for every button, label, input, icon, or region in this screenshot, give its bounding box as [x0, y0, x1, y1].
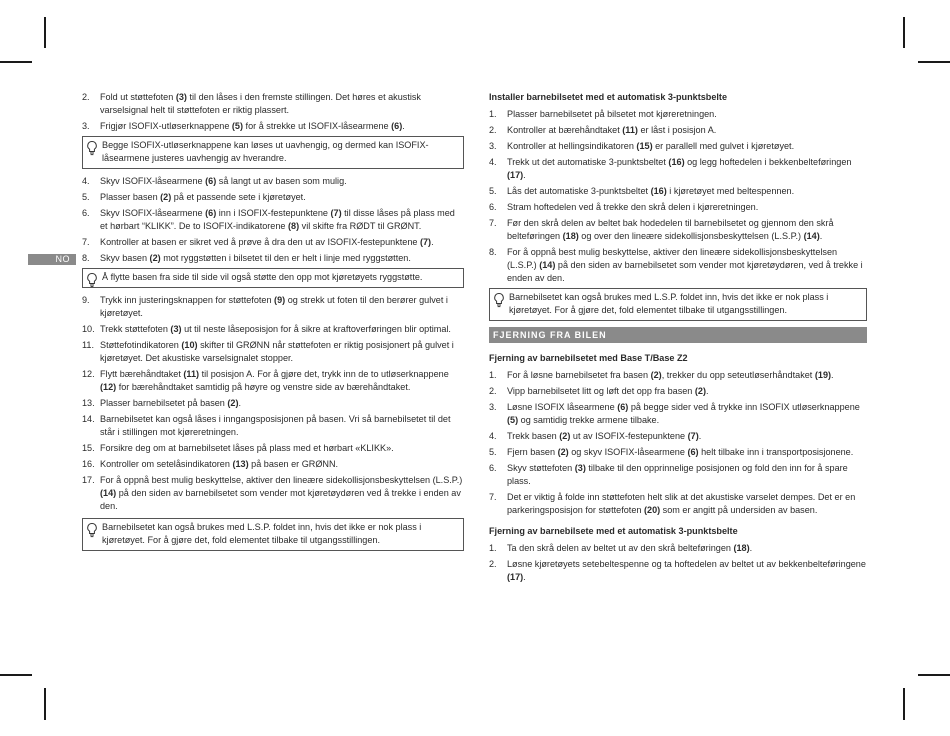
right-column [489, 91, 867, 587]
list-item [82, 323, 464, 336]
section-heading: Fjerning av barnebilsetet med Base T/Base Z2 [489, 353, 688, 363]
list-item [489, 124, 867, 137]
item-text: Det er viktig å folde inn støttefoten helt slik at det akustiske varselet dempes. Det er en parkeringsposisjon for støttefoten (20) som er angitt på undersiden av basen. [507, 492, 856, 515]
item-number: 5. [82, 192, 90, 202]
item-text: Ta den skrå delen av beltet ut av den skrå belteføringen (18). [507, 543, 753, 553]
item-number: 2. [489, 559, 497, 569]
item-number: 2. [489, 125, 497, 135]
item-number: 4. [489, 157, 497, 167]
info-note [489, 288, 867, 321]
list-item [489, 430, 867, 443]
list-item [489, 491, 867, 517]
list-item [489, 201, 867, 214]
item-number: 17. [82, 475, 95, 485]
item-text: Før den skrå delen av beltet bak hodedelen til barnebilsetet og gjennom den skrå belteføringen (18) og over den lineære sidekollisjonsbeskyttelsen (L.S.P.) (14). [507, 218, 834, 241]
list-item [82, 294, 464, 320]
crop-mark [0, 61, 32, 63]
crop-mark [44, 17, 46, 48]
item-text: Plasser barnebilsetet på bilsetet mot kjøreretningen. [507, 109, 717, 119]
item-number: 11. [82, 340, 94, 350]
list-item [82, 120, 464, 133]
item-text: Barnebilsetet kan også låses i inngangsposisjonen på basen. Vri så barnebilsetet til det står i stillingen mot kjøreretningen. [100, 414, 451, 437]
list-item [489, 217, 867, 243]
item-number: 3. [489, 402, 497, 412]
crop-mark [44, 688, 46, 720]
item-text: Plasser basen (2) på et passende sete i kjøretøyet. [100, 192, 306, 202]
item-number: 2. [82, 92, 90, 102]
list-item [489, 401, 867, 427]
list-item [82, 175, 464, 188]
item-number: 7. [82, 237, 90, 247]
list-item [489, 462, 867, 488]
item-text: Kontroller at hellingsindikatoren (15) er parallell med gulvet i kjøretøyet. [507, 141, 795, 151]
item-text: Plasser barnebilsetet på basen (2). [100, 398, 242, 408]
item-text: Trykk inn justeringsknappen for støttefoten (9) og strekk ut foten til den berører gulvet i kjøretøyet. [100, 295, 448, 318]
info-note [82, 136, 464, 169]
item-number: 12. [82, 369, 95, 379]
step-list [489, 542, 867, 584]
item-text: Fold ut støttefoten (3) til den låses i den fremste stillingen. Det høres et akustisk varselsignal helt til støttefoten er riktig plassert. [100, 92, 421, 115]
list-item [82, 252, 464, 265]
list-item [82, 339, 464, 365]
list-item [489, 369, 867, 382]
list-item [82, 207, 464, 233]
list-item [82, 413, 464, 439]
list-item [489, 558, 867, 584]
list-item [82, 442, 464, 455]
lightbulb-icon [86, 522, 98, 538]
item-text: Trekk basen (2) ut av ISOFIX-festepunktene (7). [507, 431, 702, 441]
list-item [489, 185, 867, 198]
info-note [82, 518, 464, 551]
lightbulb-icon [86, 140, 98, 156]
item-number: 10. [82, 324, 95, 334]
list-item [489, 156, 867, 182]
item-number: 6. [489, 463, 497, 473]
language-tab: NO [28, 254, 76, 265]
list-item [82, 397, 464, 410]
note-text: Barnebilsetet kan også brukes med L.S.P. foldet inn, hvis det ikke er nok plass i kjøretøyet. For å gjøre det, fold elementet tilbake til utgangsstillingen. [509, 292, 829, 315]
item-text: Flytt bærehåndtaket (11) til posisjon A. For å gjøre det, trykk inn de to utløserknappene (12) for bærehåndtaket samtidig på høyre og venstre side av bærehåndtaket. [100, 369, 449, 392]
step-list [489, 108, 867, 285]
item-text: Skyv støttefoten (3) tilbake til den opprinnelige posisjonen og fold den inn for å spare plass. [507, 463, 848, 486]
item-number: 13. [82, 398, 95, 408]
list-item [489, 108, 867, 121]
list-item [82, 474, 464, 513]
list-item [489, 385, 867, 398]
note-text: Begge ISOFIX-utløserknappene kan løses ut uavhengig, og dermed kan ISOFIX-låsearmene justeres uavhengig av hverandre. [102, 140, 429, 163]
item-number: 3. [82, 121, 90, 131]
section-bar: FJERNING FRA BILEN [489, 327, 867, 343]
item-text: Vipp barnebilsetet litt og løft det opp fra basen (2). [507, 386, 709, 396]
crop-mark [903, 17, 905, 48]
item-text: Kontroller om setelåsindikatoren (13) på basen er GRØNN. [100, 459, 339, 469]
section-heading: Fjerning av barnebilsete med et automatisk 3-punktsbelte [489, 526, 738, 536]
item-text: Støttefotindikatoren (10) skifter til GRØNN når støttefoten er riktig posisjonert på gulvet i kjøretøyet. Det akustiske varselsignalet stopper. [100, 340, 454, 363]
crop-mark [918, 674, 950, 676]
item-number: 8. [82, 253, 90, 263]
item-number: 5. [489, 186, 497, 196]
item-number: 6. [82, 208, 90, 218]
item-text: Skyv ISOFIX-låsearmene (6) inn i ISOFIX-festepunktene (7) til disse låses på plass med et hørbart “KLIKK”. De to ISOFIX-indikatorene (8) vil skifte fra RØDT til GRØNT. [100, 208, 455, 231]
item-text: For å løsne barnebilsetet fra basen (2), trekker du opp seteutløserhåndtaket (19). [507, 370, 834, 380]
item-number: 4. [82, 176, 90, 186]
list-item [82, 191, 464, 204]
list-item [82, 458, 464, 471]
note-text: Å flytte basen fra side til side vil også støtte den opp mot kjøretøyets ryggstøtte. [102, 272, 423, 282]
item-number: 7. [489, 218, 497, 228]
item-number: 8. [489, 247, 497, 257]
item-text: Løsne ISOFIX låsearmene (6) på begge sider ved å trykke inn ISOFIX utløserknappene (5) og samtidig trekke armene tilbake. [507, 402, 860, 425]
item-number: 14. [82, 414, 95, 424]
item-text: Fjern basen (2) og skyv ISOFIX-låsearmene (6) helt tilbake inn i transportposisjonene. [507, 447, 854, 457]
item-text: Kontroller at bærehåndtaket (11) er låst i posisjon A. [507, 125, 717, 135]
item-number: 2. [489, 386, 497, 396]
item-number: 1. [489, 109, 497, 119]
step-list [82, 175, 464, 265]
item-text: Skyv basen (2) mot ryggstøtten i bilsetet til den er helt i linje med ryggstøtten. [100, 253, 411, 263]
item-text: Trekk støttefoten (3) ut til neste låseposisjon for å sikre at kraftoverføringen blir optimal. [100, 324, 451, 334]
section-heading: Installer barnebilsetet med et automatisk 3-punktsbelte [489, 92, 728, 102]
lightbulb-icon [86, 272, 98, 288]
item-number: 6. [489, 202, 497, 212]
item-text: For å oppnå best mulig beskyttelse, aktiver den lineære sidekollisjonsbeskyttelsen (L.S.P.) (14) på den siden av barnebilsetet som vender mot kjøretøydøren, ved å trekke i enden av den. [507, 247, 863, 283]
step-list [82, 294, 464, 513]
item-text: For å oppnå best mulig beskyttelse, aktiver den lineære sidekollisjonsbeskyttelsen (L.S.P.) (14) på den siden av barnebilsetet som vender mot kjøretøydøren ved å trekke i enden av den. [100, 475, 463, 511]
item-text: Frigjør ISOFIX-utløserknappene (5) for å strekke ut ISOFIX-låsearmene (6). [100, 121, 405, 131]
lightbulb-icon [493, 292, 505, 308]
item-text: Forsikre deg om at barnebilsetet låses på plass med et hørbart «KLIKK». [100, 443, 394, 453]
item-number: 3. [489, 141, 497, 151]
list-item [489, 246, 867, 285]
list-item [82, 91, 464, 117]
item-text: Løsne kjøretøyets setebeltespenne og ta hoftedelen av beltet ut av bekkenbelteføringene (17). [507, 559, 866, 582]
left-column [82, 91, 464, 557]
item-text: Stram hoftedelen ved å trekke den skrå delen i kjøreretningen. [507, 202, 759, 212]
item-number: 5. [489, 447, 497, 457]
crop-mark [903, 688, 905, 720]
item-number: 9. [82, 295, 90, 305]
list-item [489, 446, 867, 459]
list-item [82, 236, 464, 249]
item-number: 15. [82, 443, 95, 453]
item-text: Kontroller at basen er sikret ved å prøve å dra den ut av ISOFIX-festepunktene (7). [100, 237, 434, 247]
item-text: Skyv ISOFIX-låsearmene (6) så langt ut av basen som mulig. [100, 176, 347, 186]
item-number: 1. [489, 543, 497, 553]
crop-mark [918, 61, 950, 63]
list-item [489, 542, 867, 555]
item-text: Trekk ut det automatiske 3-punktsbeltet (16) og legg hoftedelen i bekkenbelteføringen (17). [507, 157, 852, 180]
step-list [82, 91, 464, 133]
list-item [489, 140, 867, 153]
item-number: 16. [82, 459, 95, 469]
info-note [82, 268, 464, 288]
step-list [489, 369, 867, 517]
crop-mark [0, 674, 32, 676]
item-number: 7. [489, 492, 497, 502]
item-text: Lås det automatiske 3-punktsbeltet (16) i kjøretøyet med beltespennen. [507, 186, 795, 196]
item-number: 4. [489, 431, 497, 441]
item-number: 1. [489, 370, 497, 380]
note-text: Barnebilsetet kan også brukes med L.S.P. foldet inn, hvis det ikke er nok plass i kjøretøyet. For å gjøre det, fold elementet tilbake til utgangsstillingen. [102, 522, 422, 545]
list-item [82, 368, 464, 394]
